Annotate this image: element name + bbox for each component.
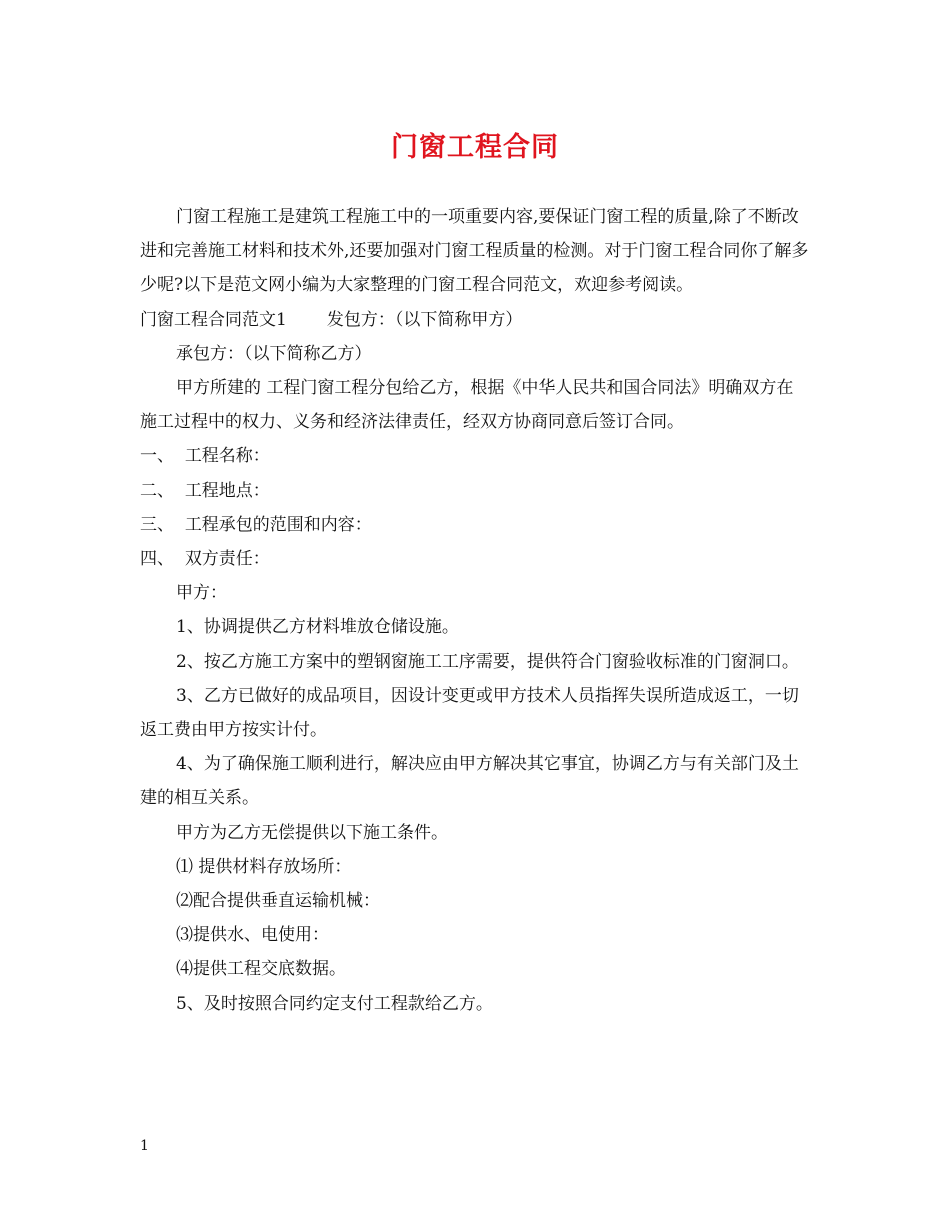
duty-item: 2、按乙方施工方案中的塑钢窗施工工序需要，提供符合门窗验收标准的门窗洞口。 [176, 651, 799, 672]
section-text: 工程承包的范围和内容： [184, 514, 372, 535]
duty-item: 4、为了确保施工顺利进行，解决应由甲方解决其它事宜，协调乙方与有关部门及土建的相互关系。 [140, 754, 799, 809]
condition-item: ⑴ 提供材料存放场所： [176, 856, 352, 877]
condition-item: ⑵配合提供垂直运输机械： [176, 891, 380, 912]
duty-item: 3、乙方已做好的成品项目，因设计变更或甲方技术人员指挥失误所造成返工，一切返工费由甲方按实计付。 [140, 685, 799, 741]
document-title: 门窗工程合同 [391, 132, 559, 163]
party-b-declaration: 承包方：（以下简称乙方） [176, 343, 372, 364]
section-number: 四、 [140, 549, 174, 570]
section-item [140, 508, 810, 542]
section-number: 二、 [140, 480, 174, 501]
conditions-intro: 甲方为乙方无偿提供以下施工条件。 [176, 822, 448, 843]
preamble-paragraph: 甲方所建的 工程门窗工程分包给乙方，根据《中华人民共和国合同法》明确双方在施工过程中的权力、义务和经济法律责任，经双方协商同意后签订合同。 [140, 378, 794, 433]
section-text: 双方责任： [184, 549, 270, 570]
section-item [140, 474, 810, 508]
condition-item: ⑷提供工程交底数据。 [176, 959, 346, 980]
intro-paragraph: 门窗工程施工是建筑工程施工中的一项重要内容,要保证门窗工程的质量,除了不断改进和完善施工材料和技术外,还要加强对门窗工程质量的检测。对于门窗工程合同你了解多少呢?以下是范文网小编为大家整理的门窗工程合同范文，欢迎参考阅读。 [140, 207, 809, 296]
section-number: 一、 [140, 446, 174, 467]
section-text: 工程地点： [184, 480, 270, 501]
condition-item: ⑶提供水、电使用： [176, 925, 329, 946]
section-item [140, 542, 810, 576]
page-number: 1 [140, 1138, 149, 1154]
section-number: 三、 [140, 514, 174, 535]
document-body [140, 200, 810, 1021]
sample-heading: 门窗工程合同范文1 [140, 309, 287, 330]
sample-heading-line [140, 303, 810, 337]
party-a-label: 甲方： [176, 583, 227, 604]
party-a-declaration: 发包方：（以下简称甲方） [326, 309, 523, 330]
section-item [140, 439, 810, 473]
section-text: 工程名称： [184, 446, 270, 467]
duty-item: 5、及时按照合同约定支付工程款给乙方。 [176, 993, 493, 1014]
duty-item: 1、协调提供乙方材料堆放仓储设施。 [176, 617, 459, 638]
